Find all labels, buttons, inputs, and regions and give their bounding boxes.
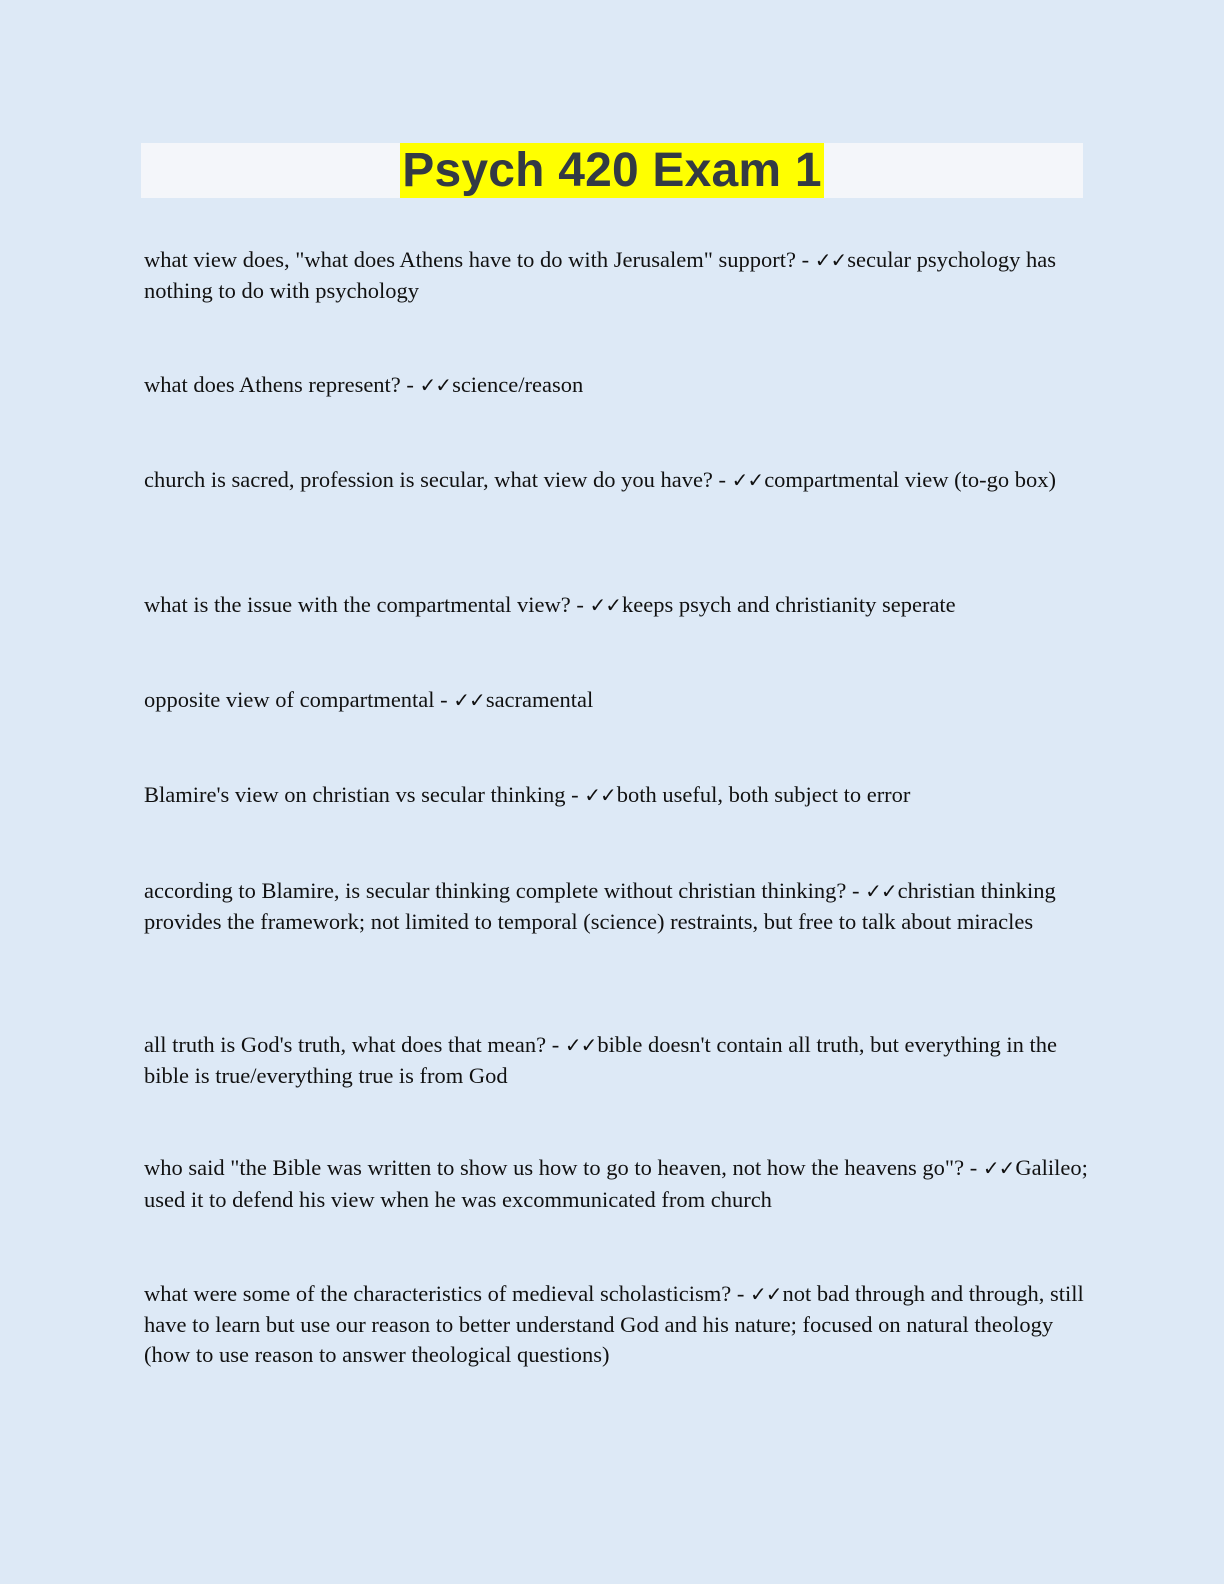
separator: - <box>712 467 732 492</box>
answer-text: not bad through and through, still have to learn but use our reason to better understand God and his nature; focused on natural theology (how to use reason to answer theological questions) <box>144 1281 1084 1367</box>
question-text: opposite view of compartmental <box>144 687 435 712</box>
qa-item-10 <box>144 1279 1089 1371</box>
question-text: who said "the Bible was written to show us how to go to heaven, not how the heavens go"? <box>144 1155 965 1180</box>
double-check-icon: ✓✓ <box>814 248 847 272</box>
question-text: what is the issue with the compartmental view? <box>144 592 571 617</box>
answer-text: Galileo; used it to defend his view when he was excommunicated from church <box>144 1155 1088 1212</box>
double-check-icon: ✓✓ <box>564 1033 597 1057</box>
separator: - <box>400 372 420 397</box>
double-check-icon: ✓✓ <box>453 688 485 712</box>
double-check-icon: ✓✓ <box>982 1156 1015 1180</box>
title-banner <box>141 143 1083 198</box>
question-text: Blamire's view on christian vs secular thinking <box>144 782 566 807</box>
qa-item-4 <box>144 590 1089 621</box>
double-check-icon: ✓✓ <box>419 373 452 397</box>
double-check-icon: ✓✓ <box>589 593 622 617</box>
separator: - <box>731 1281 751 1306</box>
qa-item-3 <box>144 465 1089 496</box>
double-check-icon: ✓✓ <box>731 468 764 492</box>
separator: - <box>964 1155 983 1180</box>
question-text: what view does, "what does Athens have to do with Jerusalem" support? <box>144 247 796 272</box>
double-check-icon: ✓✓ <box>584 783 616 807</box>
page-title: Psych 420 Exam 1 <box>402 144 822 197</box>
answer-text: science/reason <box>452 372 584 397</box>
answer-text: sacramental <box>485 687 594 712</box>
qa-item-9 <box>144 1152 1089 1216</box>
qa-item-7 <box>144 876 1089 937</box>
qa-item-8 <box>144 1030 1089 1091</box>
question-text: all truth is God's truth, what does that mean? <box>144 1032 547 1057</box>
answer-text: compartmental view (to-go box) <box>764 467 1056 492</box>
separator: - <box>570 592 590 617</box>
qa-item-6 <box>144 780 1089 811</box>
qa-item-1 <box>144 245 1089 306</box>
double-check-icon: ✓✓ <box>865 879 897 903</box>
separator: - <box>546 1032 565 1057</box>
qa-item-5 <box>144 685 1089 716</box>
answer-text: christian thinking provides the framework; not limited to temporal (science) restraints, but free to talk about miracles <box>144 878 1056 934</box>
answer-text: both useful, both subject to error <box>616 782 911 807</box>
question-text: what were some of the characteristics of medieval scholasticism? <box>144 1281 732 1306</box>
separator: - <box>796 247 815 272</box>
double-check-icon: ✓✓ <box>750 1282 782 1306</box>
answer-text: keeps psych and christianity seperate <box>622 592 956 617</box>
question-text: church is sacred, profession is secular, what view do you have? <box>144 467 713 492</box>
qa-item-2 <box>144 370 1089 401</box>
answer-text: bible doesn't contain all truth, but everything in the bible is true/everything true is from God <box>144 1032 1057 1088</box>
separator: - <box>565 782 585 807</box>
separator: - <box>846 878 866 903</box>
answer-text: secular psychology has nothing to do with psychology <box>144 247 1056 303</box>
question-text: what does Athens represent? <box>144 372 401 397</box>
separator: - <box>434 687 454 712</box>
question-text: according to Blamire, is secular thinking complete without christian thinking? <box>144 878 847 903</box>
